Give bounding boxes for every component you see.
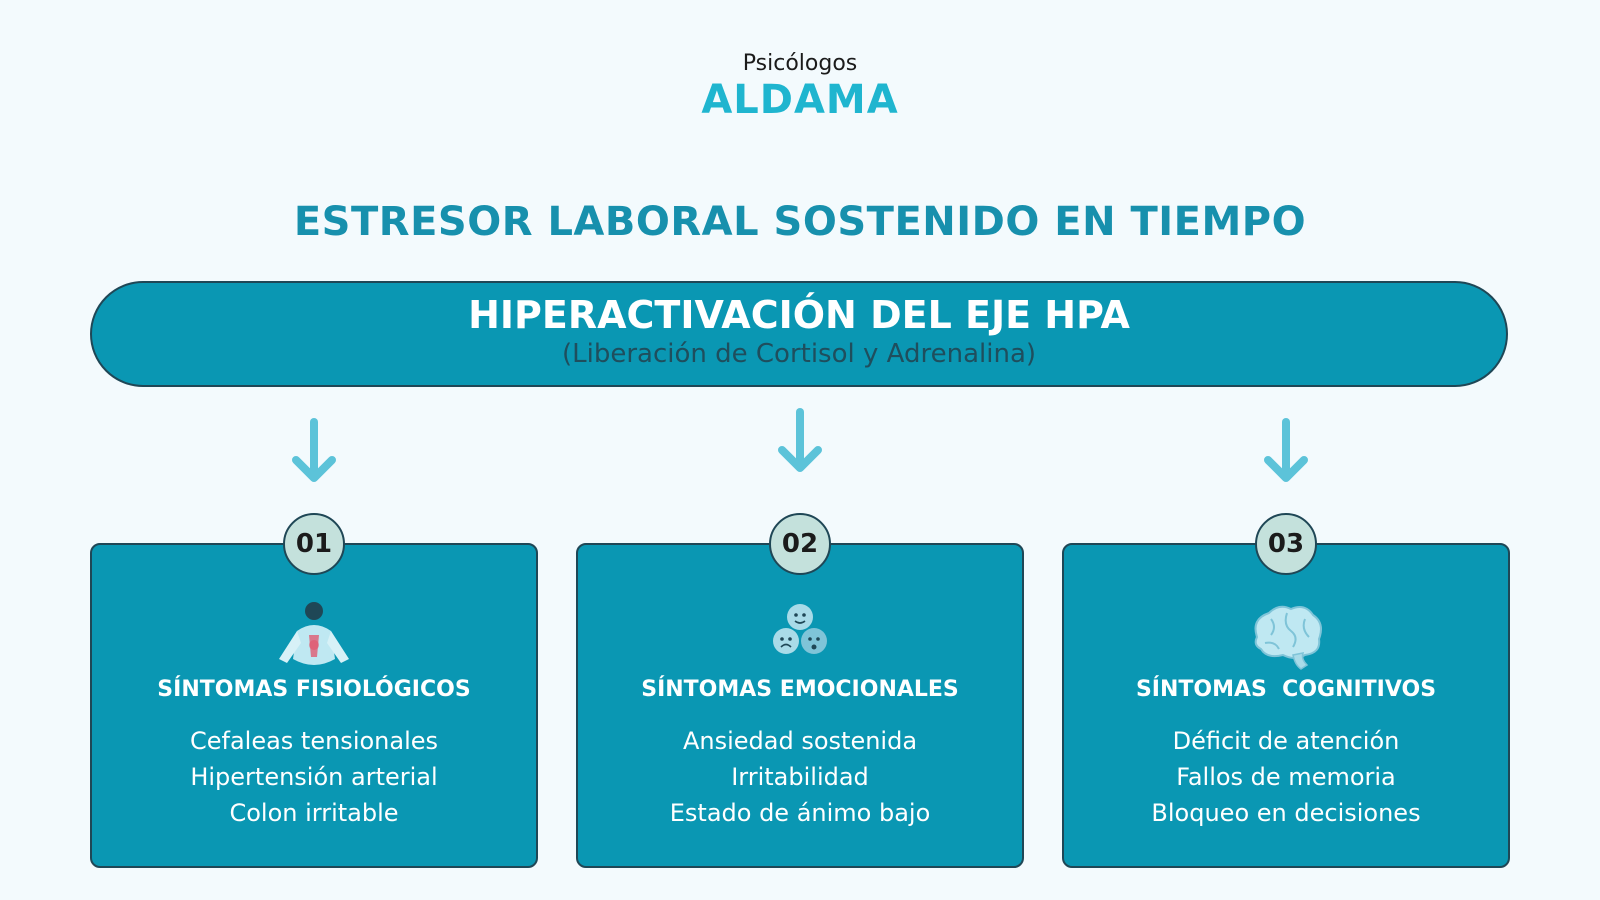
step-badge: 01 bbox=[283, 513, 345, 575]
hpa-banner bbox=[90, 281, 1508, 387]
banner-subtitle: (Liberación de Cortisol y Adrenalina) bbox=[561, 339, 1037, 369]
list-item: Bloqueo en decisiones bbox=[1151, 799, 1421, 827]
symptom-list bbox=[578, 723, 1022, 831]
arrow-down-icon bbox=[292, 418, 336, 488]
logo-brand: ALDAMA bbox=[701, 77, 899, 123]
emotion-faces-icon bbox=[755, 597, 845, 677]
card-physiological bbox=[90, 529, 538, 868]
card-emotional bbox=[576, 529, 1024, 868]
card-title: SÍNTOMAS EMOCIONALES bbox=[641, 677, 959, 702]
list-item: Estado de ánimo bajo bbox=[669, 799, 931, 827]
banner-title: HIPERACTIVACIÓN DEL EJE HPA bbox=[468, 293, 1130, 337]
card-title: SÍNTOMAS COGNITIVOS bbox=[1135, 677, 1437, 702]
symptom-list bbox=[92, 723, 536, 831]
back-pain-icon bbox=[269, 597, 359, 677]
list-item: Déficit de atención bbox=[1172, 727, 1400, 755]
list-item: Fallos de memoria bbox=[1176, 763, 1396, 791]
symptom-list bbox=[1064, 723, 1508, 831]
card-title: SÍNTOMAS FISIOLÓGICOS bbox=[157, 677, 471, 702]
list-item: Colon irritable bbox=[229, 799, 399, 827]
list-item: Irritabilidad bbox=[731, 763, 869, 791]
step-badge: 03 bbox=[1255, 513, 1317, 575]
card-cognitive bbox=[1062, 529, 1510, 868]
logo-subtitle: Psicólogos bbox=[742, 51, 858, 76]
step-badge: 02 bbox=[769, 513, 831, 575]
list-item: Ansiedad sostenida bbox=[682, 727, 918, 755]
list-item: Cefaleas tensionales bbox=[189, 727, 439, 755]
arrow-down-icon bbox=[778, 408, 822, 478]
arrow-down-icon bbox=[1264, 418, 1308, 488]
logo bbox=[0, 50, 1600, 122]
page-title: ESTRESOR LABORAL SOSTENIDO EN TIEMPO bbox=[293, 199, 1307, 245]
list-item: Hipertensión arterial bbox=[190, 763, 438, 791]
brain-icon bbox=[1241, 597, 1331, 677]
